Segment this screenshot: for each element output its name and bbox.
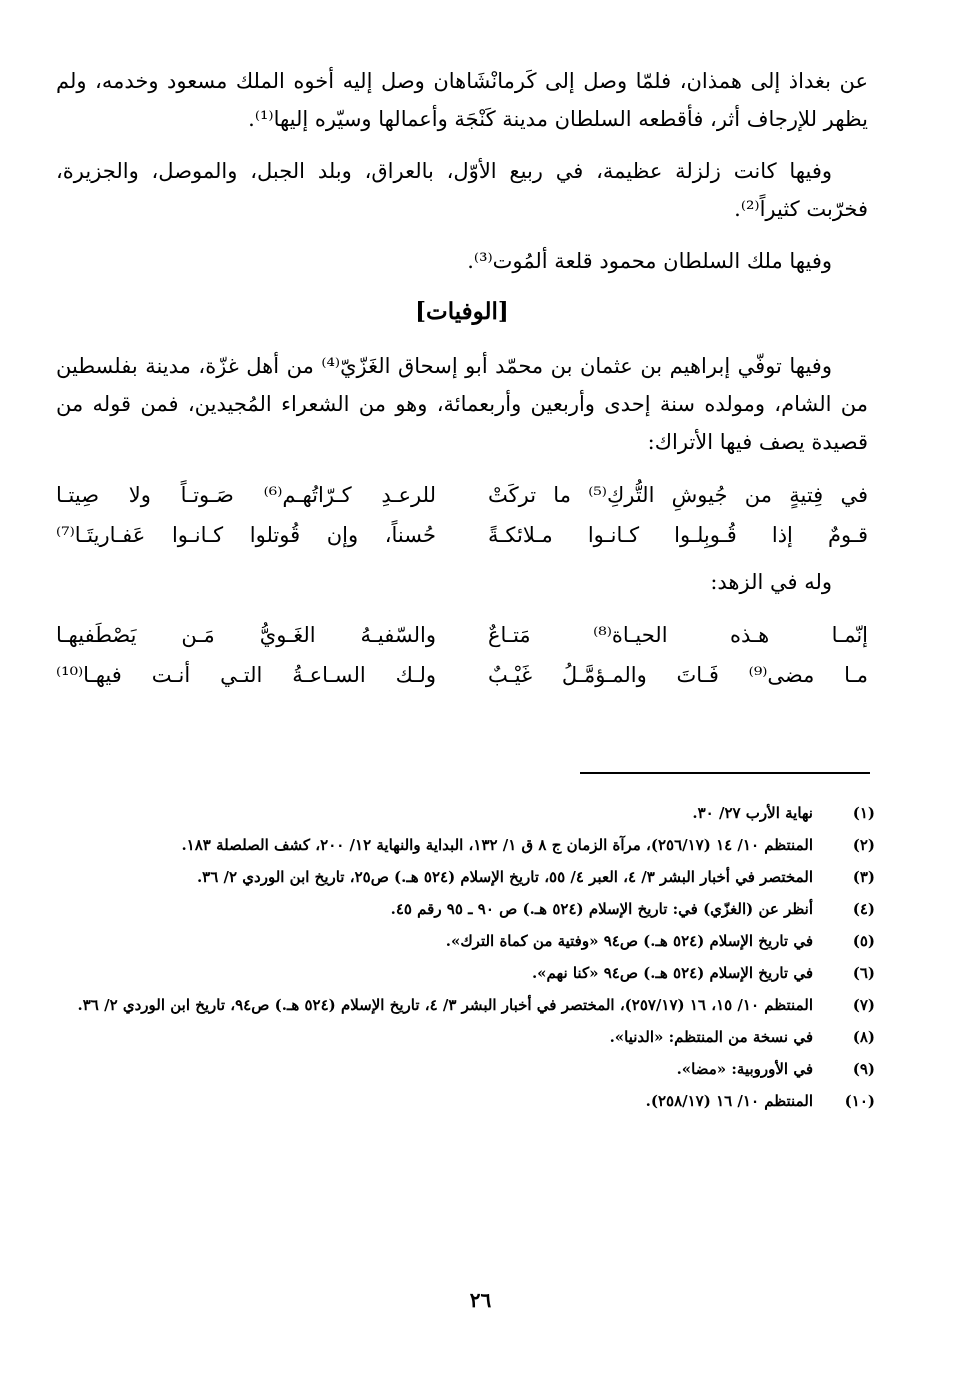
verse-first-hemistich: إنّمـا هـذه الحيـاة⁽⁸⁾ مَتـاعٌ bbox=[488, 623, 869, 647]
verse-line bbox=[56, 655, 868, 695]
verse-first-hemistich: في فِتيةٍ من جُيوشِ التُّركِ⁽⁵⁾ ما تركَتْ bbox=[488, 483, 868, 507]
footnote-number: (٨) bbox=[852, 1028, 875, 1046]
verse-second-hemistich: ولـك السـاعـةُ التـي أنـت فيهـا⁽¹⁰⁾ bbox=[56, 663, 436, 687]
footnote-text: المنتظم ١٠/ ١٦ (٢٥٨/١٧). bbox=[645, 1092, 813, 1110]
footnote-text: في تاريخ الإسلام (٥٢٤ هـ.) ص٩٤ «كنا نهم». bbox=[531, 964, 813, 982]
verse-first-hemistich: مـا مضى⁽⁹⁾ فَـاتَ والمـؤمَّـلُ غَيْـبٌ bbox=[488, 663, 868, 687]
obituary-paragraph: وفيها توفّي إبراهيم بن عثمان بن محمّد أبو إسحاق الغَزّيّ⁽⁴⁾ من أهل غزّة، مدينة بفلسطين من الشام، ومولده سنة إحدى وأربعين وأربعمائة، وهو من الشعراء المُجيدين، فمن قوله من قصيدة يصف فيها الأتراك: bbox=[56, 354, 868, 454]
footnote bbox=[70, 926, 875, 956]
poem-zuhd bbox=[56, 615, 868, 695]
section-heading: [الوفيات] bbox=[415, 298, 509, 325]
footnotes bbox=[70, 798, 875, 1118]
verse-second-hemistich: والسّفيـهُ الغَـويُّ مَـن يَصْطَفيهـا bbox=[56, 623, 436, 647]
verse-first-hemistich: قـومٌ إذا قُـوبِلـوا كـانـوا مـلائكـةً bbox=[488, 523, 868, 547]
footnote bbox=[70, 798, 875, 828]
zuhd-intro: وله في الزهد: bbox=[710, 570, 832, 594]
footnote-text: في نسخة من المنتظم: «الدنيا». bbox=[609, 1028, 813, 1046]
footnote bbox=[70, 1086, 875, 1116]
footnote-text: في الأوروبية: «مضا». bbox=[676, 1060, 813, 1078]
footnote-number: (٩) bbox=[852, 1060, 875, 1078]
footnote-text: في تاريخ الإسلام (٥٢٤ هـ.) ص٩٤ «وفتية من كماة الترك». bbox=[445, 932, 813, 950]
footnote-text: المنتظم ١٠/ ١٥، ١٦ (٢٥٧/١٧)، المختصر في أخبار البشر ٣/ ٤، تاريخ الإسلام (٥٢٤ هـ.) ص٩٤، تاريخ ابن الوردي ٢/ ٣٦. bbox=[77, 996, 813, 1014]
verse-line bbox=[56, 515, 868, 555]
footnote-number: (١٠) bbox=[844, 1092, 875, 1110]
footnote bbox=[70, 894, 875, 924]
poem-turks bbox=[56, 475, 868, 555]
verse-line bbox=[56, 475, 868, 515]
verse-line bbox=[56, 615, 868, 655]
paragraph-2: وفيها كانت زلزلة عظيمة، في ربيع الأوّل، بالعراق، وبلد الجبل، والموصل، والجزيرة، فخرّبت كثيراً⁽²⁾. bbox=[56, 159, 868, 221]
footnote bbox=[70, 1022, 875, 1052]
footnote-number: (٢) bbox=[852, 836, 875, 854]
footnote-divider bbox=[580, 772, 870, 774]
verse-second-hemistich: للرعـدِ كـرّاتُهـم⁽⁶⁾ صَـوتـاً ولا صِيتـا bbox=[56, 483, 436, 507]
footnote-text: المختصر في أخبار البشر ٣/ ٤، العبر ٤/ ٥٥، تاريخ الإسلام (٥٢٤ هـ.) ص٢٥، تاريخ ابن الوردي ٢/ ٣٦. bbox=[196, 868, 813, 886]
page-number: ٢٦ bbox=[469, 1288, 492, 1312]
paragraph-1: عن بغداذ إلى همذان، فلمّا وصل إلى كَرمانْشَاهان وصل إليه أخوه الملك مسعود وخدمه، ولم يظهر للإرجاف أثر، فأقطعه السلطان مدينة كَنْجَة وأعمالها وسيّره إليها⁽¹⁾. bbox=[56, 69, 868, 131]
footnote-number: (٣) bbox=[852, 868, 875, 886]
footnote-text: أنظر عن (الغزّي) في: تاريخ الإسلام (٥٢٤ هـ.) ص ٩٠ ـ ٩٥ رقم ٤٥. bbox=[390, 900, 813, 918]
verse-second-hemistich: حُسناً، وإن قُوتلوا كـانـوا عَفـاريتَـا⁽⁷⁾ bbox=[56, 523, 436, 547]
footnote bbox=[70, 1054, 875, 1084]
footnote bbox=[70, 862, 875, 892]
footnote bbox=[70, 990, 875, 1020]
footnote-text: نهاية الأرب ٢٧/ ٣٠. bbox=[692, 804, 813, 822]
footnote-number: (١) bbox=[852, 804, 875, 822]
footnote-number: (٤) bbox=[852, 900, 875, 918]
paragraph-3: وفيها ملك السلطان محمود قلعة ألمُوت⁽³⁾. bbox=[467, 249, 832, 273]
footnote bbox=[70, 830, 875, 860]
footnote-text: المنتظم ١٠/ ١٤ (٢٥٦/١٧)، مرآة الزمان ج ٨ ق ١/ ١٣٢، البداية والنهاية ١٢/ ٢٠٠، كشف الصلصلة ١٨٣. bbox=[181, 836, 813, 854]
main-text bbox=[56, 62, 868, 703]
footnote-number: (٥) bbox=[852, 932, 875, 950]
footnote-number: (٧) bbox=[852, 996, 875, 1014]
footnote-number: (٦) bbox=[852, 964, 875, 982]
footnote bbox=[70, 958, 875, 988]
